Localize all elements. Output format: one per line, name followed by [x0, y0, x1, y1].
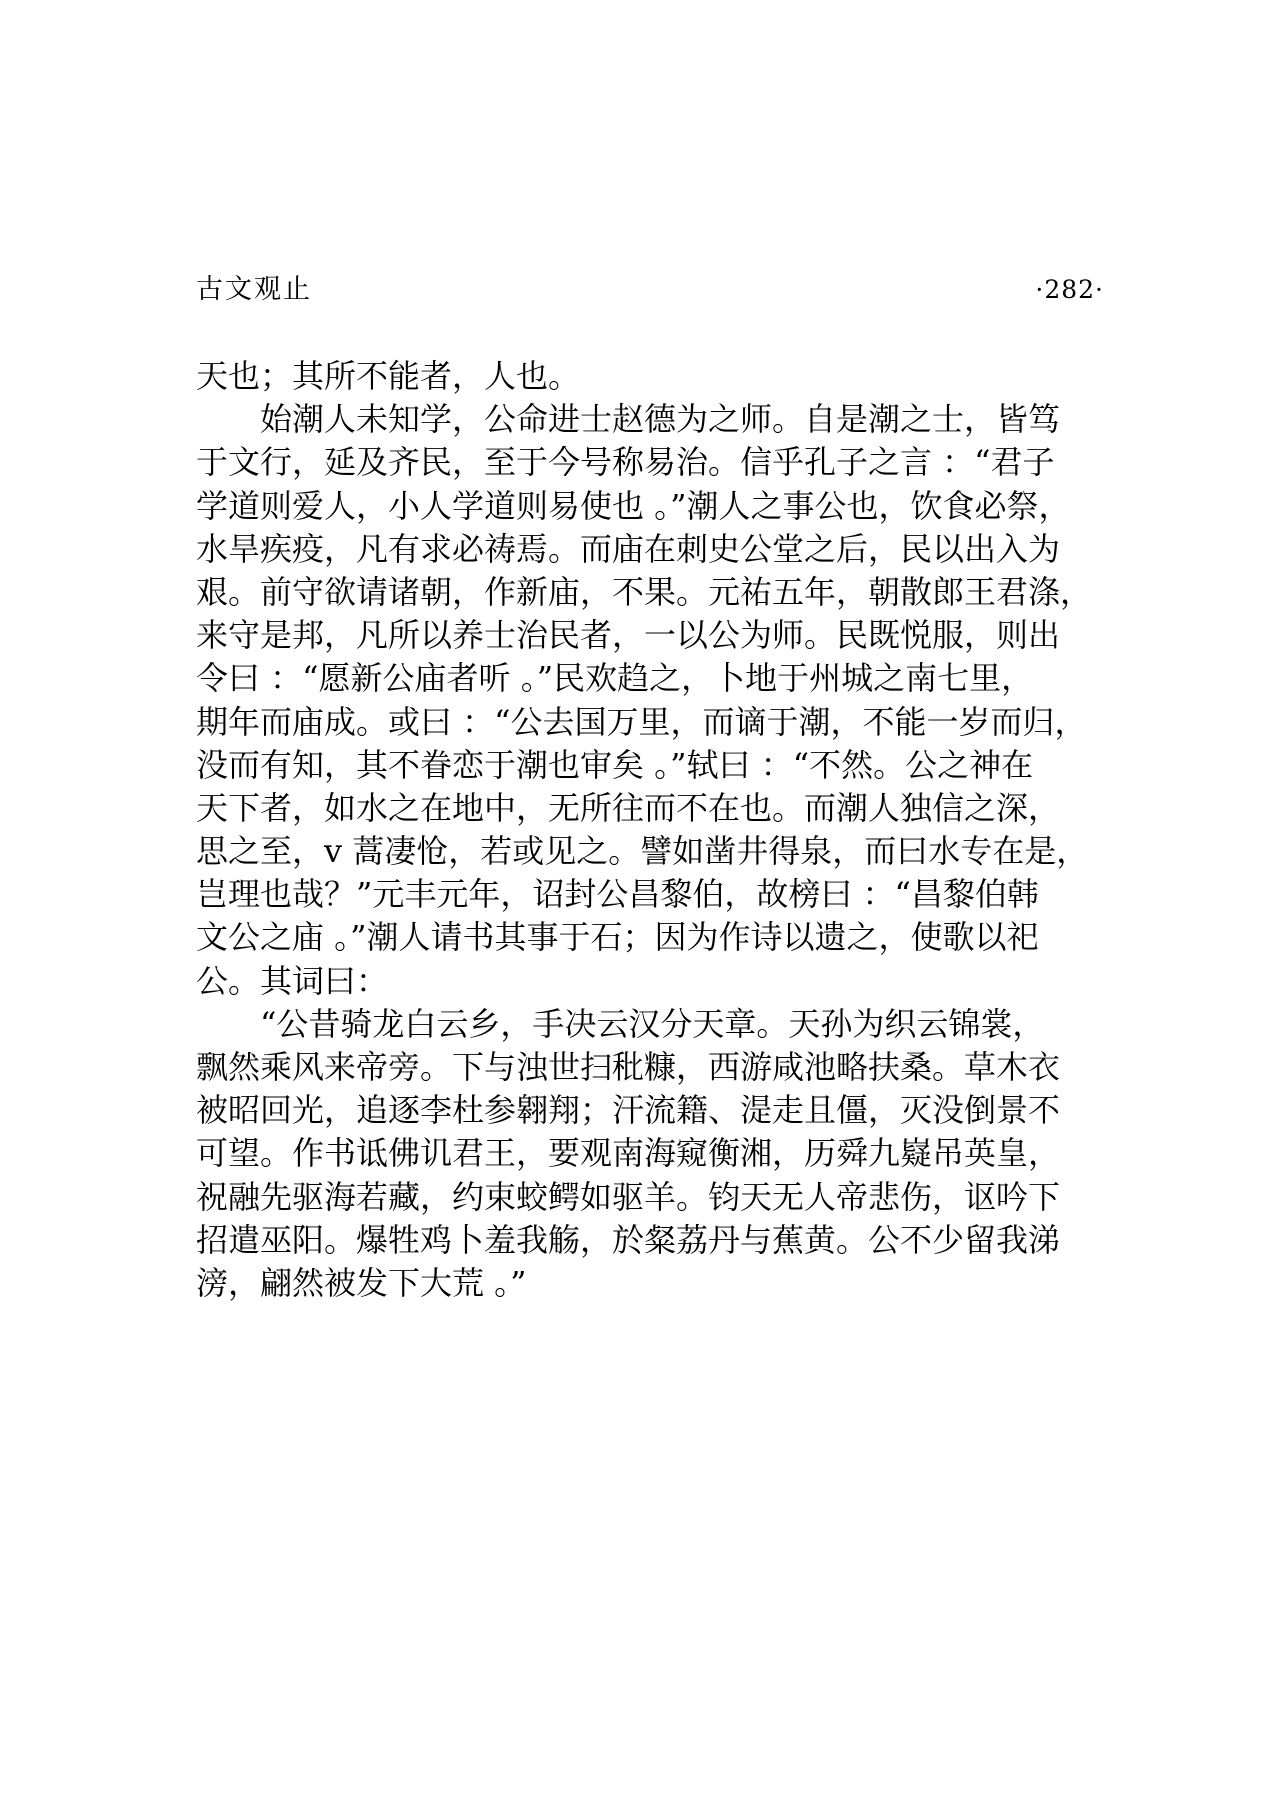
text-line: 招遣巫阳。爆牲鸡卜羞我觞，於粲荔丹与蕉黄。公不少留我涕: [196, 1220, 1061, 1259]
text-line: 来守是邦，凡所以养士治民者，一以公为师。民既悦服，则出: [196, 616, 1061, 655]
text-line: 岂理也哉？”元丰元年，诏封公昌黎伯，故榜曰 ：“昌黎伯韩: [196, 875, 1039, 914]
text-line: 思之至，v 蒿凄怆，若或见之。譬如凿井得泉，而曰水专在是，: [196, 832, 1089, 871]
text-line: 令曰 ：“愿新公庙者听 。”民欢趋之，卜地于州城之南七里，: [196, 659, 1034, 698]
text-line: 期年而庙成。或曰 ：“公去国万里，而谪于潮，不能一岁而归，: [196, 702, 1087, 741]
text-line: 文公之庙 。”潮人请书其事于石；因为作诗以遗之，使歌以祀: [196, 918, 1039, 957]
text-line: 滂，翩然被发下大荒 。”: [196, 1263, 527, 1302]
text-line: 学道则爱人，小人学道则易使也 。”潮人之事公也，饮食必祭，: [196, 486, 1071, 525]
text-line: 可望。作书诋佛讥君王，要观南海窥衡湘，历舜九嶷吊英皇，: [196, 1134, 1061, 1173]
text-line: 艰。前守欲请诸朝，作新庙，不果。元祐五年，朝散郎王君涤，: [196, 572, 1093, 611]
text-line: 祝融先驱海若藏，约束蛟鳄如驱羊。钧天无人帝悲伤，讴吟下: [196, 1177, 1061, 1216]
body-text: [196, 355, 1104, 1305]
text-line: 水旱疾疫，凡有求必祷焉。而庙在刺史公堂之后，民以出入为: [196, 529, 1061, 568]
text-line: 没而有知，其不眷恋于潮也审矣 。”轼曰 ：“不然。公之神在: [196, 745, 1034, 784]
text-line: 公。其词曰：: [196, 961, 389, 1000]
page-header: [196, 268, 1104, 312]
book-title: 古文观止: [196, 274, 312, 305]
text-line: 始潮人未知学，公命进士赵德为之师。自是潮之士，皆笃: [260, 400, 1061, 439]
text-line: 于文行，延及齐民，至于今号称易治。信乎孔子之言 ：“君子: [196, 443, 1055, 482]
page-number: ·282·: [1035, 275, 1104, 304]
text-line: 飘然乘风来帝旁。下与浊世扫秕糠，西游咸池略扶桑。草木衣: [196, 1048, 1061, 1086]
text-line: “公昔骑龙白云乡，手决云汉分天章。天孙为织云锦裳，: [260, 1004, 1045, 1043]
text-line: 天也；其所不能者，人也。: [196, 357, 581, 395]
text-line: 被昭回光，追逐李杜参翱翔；汗流籍、湜走且僵，灭没倒景不: [196, 1091, 1061, 1130]
text-line: 天下者，如水之在地中，无所往而不在也。而潮人独信之深，: [196, 788, 1061, 827]
